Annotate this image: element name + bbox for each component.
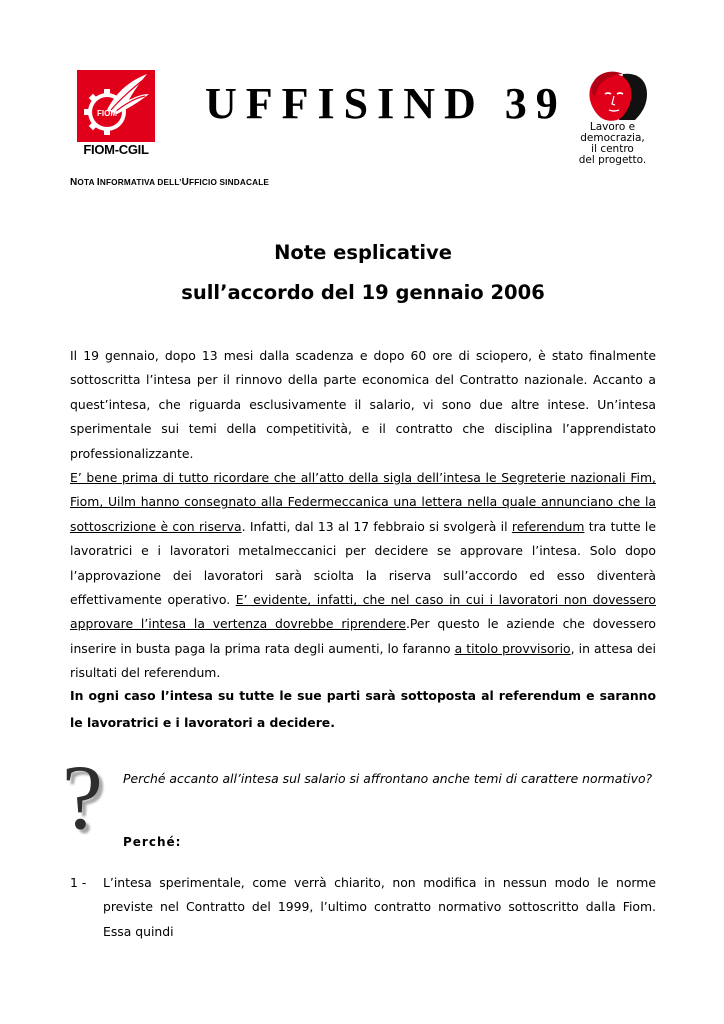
paragraph-text: tra tutte le lavoratrici e i lavoratori metalmeccanici per decidere se approvare l’intesa. Solo dopo l’approvazione dei lavoratori sarà sciolta la riserva sull’accordo ed esso diventerà effettivamente operativo. [70,518,657,608]
body-text [70,344,656,686]
logo-slogan [560,122,665,166]
underlined-text: a titolo provvisorio [454,640,571,656]
paragraph-text: .Per questo le aziende che dovessero inserire in busta paga la prima rata degli aumenti, lo faranno [70,616,656,656]
paragraph-text: . Infatti, dal 13 al 17 febbraio si svolgerà il [241,518,512,534]
fiom-cgil-logo [77,70,155,158]
main-heading-line2: sull’accordo del 19 gennaio 2006 [181,281,545,304]
paragraph-intro: Il 19 gennaio, dopo 13 mesi dalla scadenza e dopo 60 ore di sciopero, è stato finalmente sottoscritta l’intesa per il rinnovo della parte economica del Contratto nazionale. Accanto a quest’intesa, che riguarda esclusivamente il salario, vi sono due altre intese. Un’intesa sperimentale sui temi della competitività, e il contratto che disciplina l’apprendistato professionalizzante. [70,348,656,461]
lavoro-democrazia-logo [575,68,655,128]
subheading-part: FFICIO SINDACALE [189,178,270,187]
underlined-text: referendum [511,518,585,534]
subheading-part: NFORMATIVA DELL’ [99,178,182,187]
slogan-line: Lavoro e [589,121,636,133]
list-item-text: L’intesa sperimentale, come verrà chiarito, non modifica in nessun modo le norme previste nel Contratto del 1999, l’ultimo contratto normativo sottoscritto dalla Fiom. Essa quindi [103,875,656,939]
slogan-line: del progetto. [578,154,647,166]
info-note-subheading [70,177,269,188]
underlined-text: E’ evidente, infatti, che nel caso in cui i lavoratori non dovessero approvare l’intesa la vertenza dovrebbe riprendere [70,592,656,632]
slogan-line: democrazia, [580,132,645,144]
faq-answer-label: Perché: [123,835,182,849]
paragraph-referendum [70,466,656,686]
underlined-text: E’ bene prima di tutto ricordare che all’atto della sigla dell’intesa le Segreterie nazionali Fim, Fiom, Uilm hanno consegnato alla Federmeccanica una lettera nella quale annunciano che la sottoscrizione è con riserva [70,470,656,534]
subheading-part: OTA [77,178,97,187]
main-heading-line1: Note esplicative [274,241,452,264]
document-title: UFFISIND 39 [205,79,567,128]
main-heading [70,233,656,313]
face-profile-icon [575,68,655,128]
bold-paragraph: In ogni caso l’intesa su tutte le sue parti sarà sottoposta al referendum e saranno le lavoratrici e i lavoratori a decidere. [70,688,656,730]
slogan-line: il centro [591,143,634,155]
subheading-initial: I [96,177,100,188]
fiom-cgil-label: FIOM-CGIL [83,142,149,157]
paragraph-text: , in attesa dei risultati del referendum. [70,640,656,681]
fiom-emblem-icon [77,70,155,142]
subheading-initial: N [70,177,78,188]
list-item-number: 1 - [70,875,87,890]
subheading-initial: U [181,177,190,188]
question-mark-icon: ? [62,746,103,848]
fiom-inner-label: FIOM [97,109,117,118]
faq-question: Perché accanto all’intesa sul salario si affrontano anche temi di carattere normativo? [123,771,653,786]
